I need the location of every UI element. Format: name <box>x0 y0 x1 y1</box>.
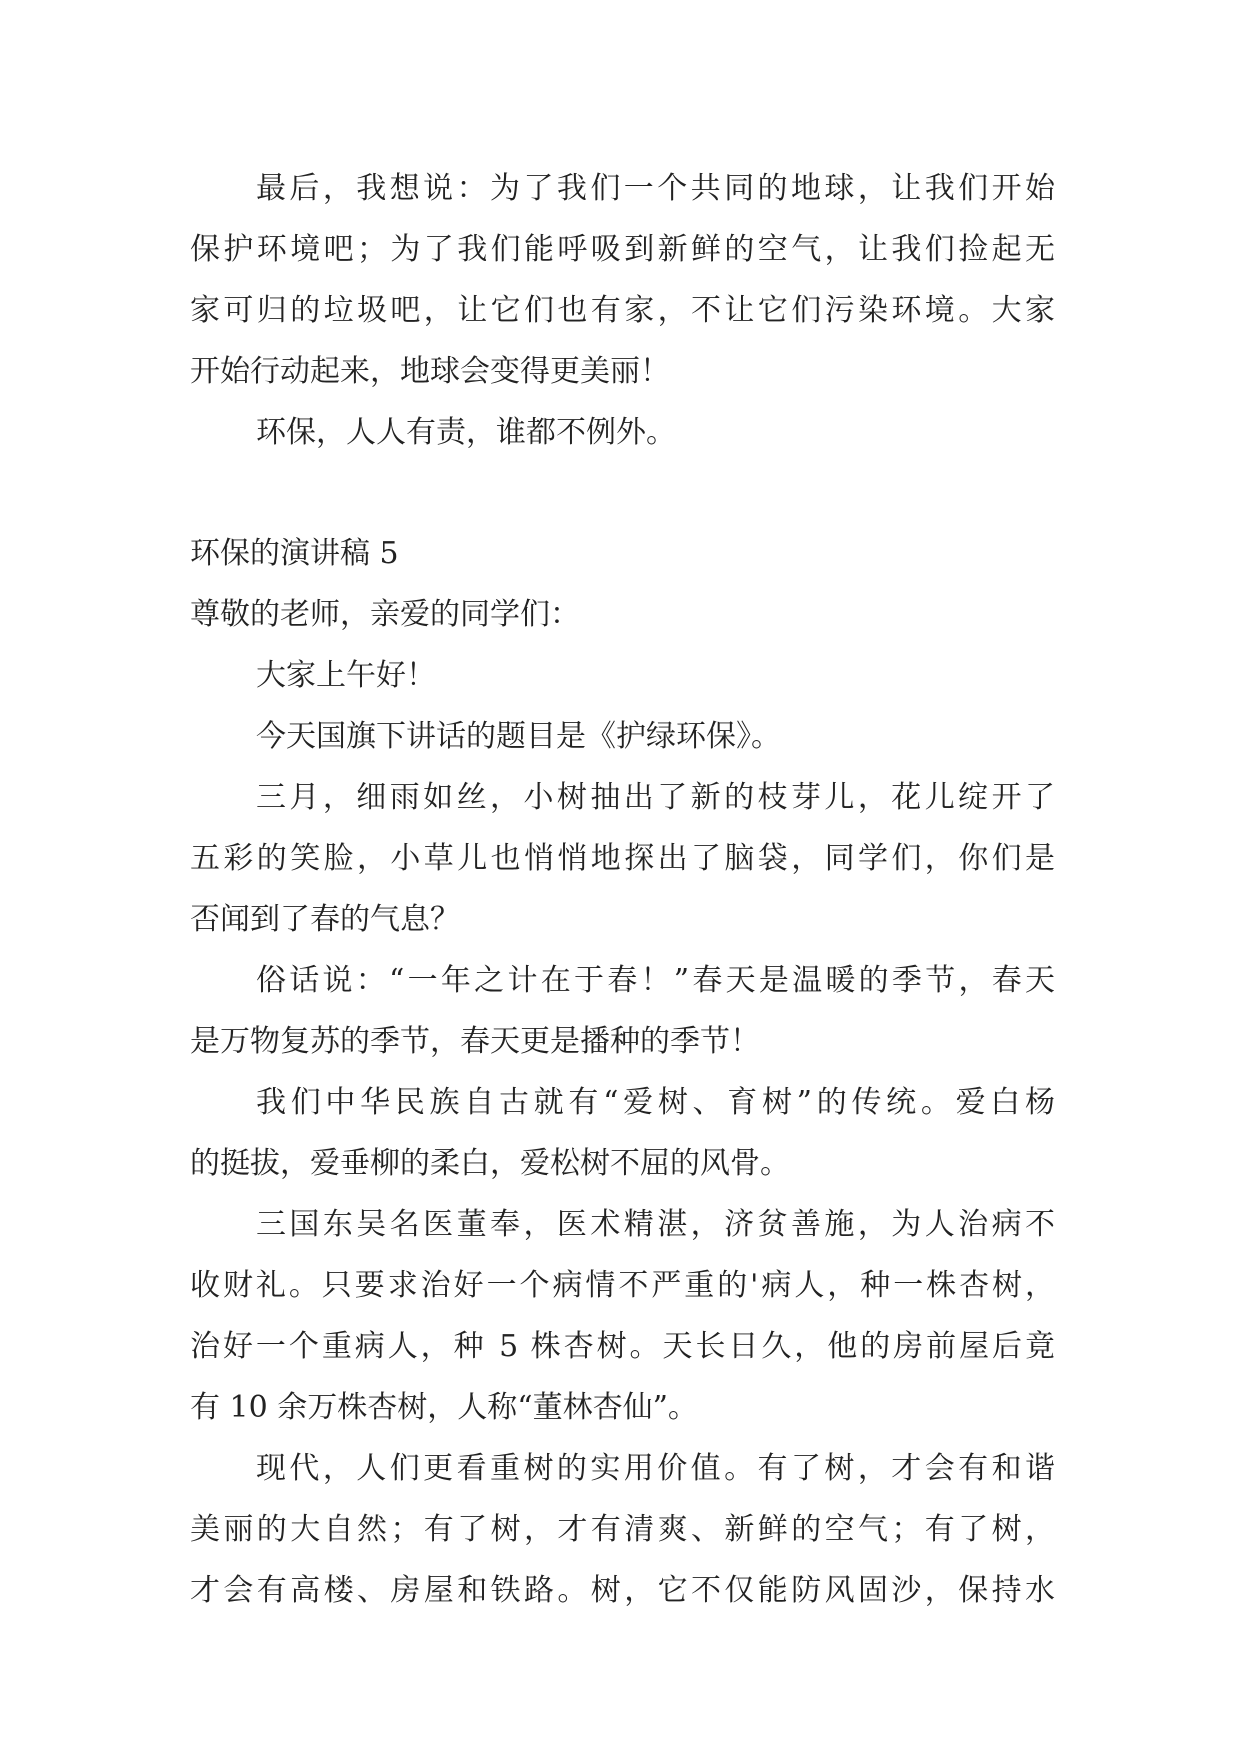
text-line: 保护环境吧；为了我们能呼吸到新鲜的空气，让我们捡起无 <box>190 232 1055 267</box>
paragraph-tradition <box>190 1072 1055 1194</box>
speech-title: 环保的演讲稿 5 <box>190 536 399 571</box>
topic-line: 今天国旗下讲话的题目是《护绿环保》。 <box>256 719 781 754</box>
text-line: 现代，人们更看重树的实用价值。有了树，才会有和谐 <box>256 1451 1055 1486</box>
paragraph-modern <box>190 1438 1055 1621</box>
text-line: 开始行动起来，地球会变得更美丽！ <box>190 354 670 389</box>
text-line: 俗话说：“一年之计在于春！”春天是温暖的季节，春天 <box>256 963 1055 998</box>
paragraph-proverb <box>190 950 1055 1072</box>
greeting: 大家上午好！ <box>256 658 436 693</box>
salutation: 尊敬的老师，亲爱的同学们： <box>190 597 580 632</box>
text-line: 收财礼。只要求治好一个病情不严重的'病人，种一株杏树， <box>190 1268 1055 1303</box>
text-line: 家可归的垃圾吧，让它们也有家，不让它们污染环境。大家 <box>190 293 1055 328</box>
text-line: 有 10 余万株杏树，人称“董林杏仙”。 <box>190 1390 698 1425</box>
text-line: 治好一个重病人，种 5 株杏树。天长日久，他的房前屋后竟 <box>190 1329 1055 1364</box>
text-line: 美丽的大自然；有了树，才有清爽、新鲜的空气；有了树， <box>190 1512 1055 1547</box>
paragraph-dongfeng <box>190 1194 1055 1438</box>
paragraph-spring <box>190 767 1055 950</box>
text-line: 是万物复苏的季节，春天更是播种的季节！ <box>190 1024 760 1059</box>
text-line: 三月，细雨如丝，小树抽出了新的枝芽儿，花儿绽开了 <box>256 780 1055 815</box>
paragraph-closing <box>190 158 1055 402</box>
text-line: 三国东吴名医董奉，医术精湛，济贫善施，为人治病不 <box>256 1207 1055 1242</box>
text-line: 才会有高楼、房屋和铁路。树，它不仅能防风固沙，保持水 <box>190 1573 1055 1608</box>
paragraph-responsibility <box>190 402 1055 463</box>
section-gap <box>190 463 1055 523</box>
text-line: 环保，人人有责，谁都不例外。 <box>256 415 676 450</box>
text-line: 否闻到了春的气息？ <box>190 902 460 937</box>
text-line: 最后，我想说：为了我们一个共同的地球，让我们开始 <box>256 171 1055 206</box>
document-body <box>190 158 1055 1621</box>
text-line: 我们中华民族自古就有“爱树、育树”的传统。爱白杨 <box>256 1085 1055 1120</box>
text-line: 的挺拔，爱垂柳的柔白，爱松树不屈的风骨。 <box>190 1146 790 1181</box>
text-line: 五彩的笑脸，小草儿也悄悄地探出了脑袋，同学们，你们是 <box>190 841 1055 876</box>
